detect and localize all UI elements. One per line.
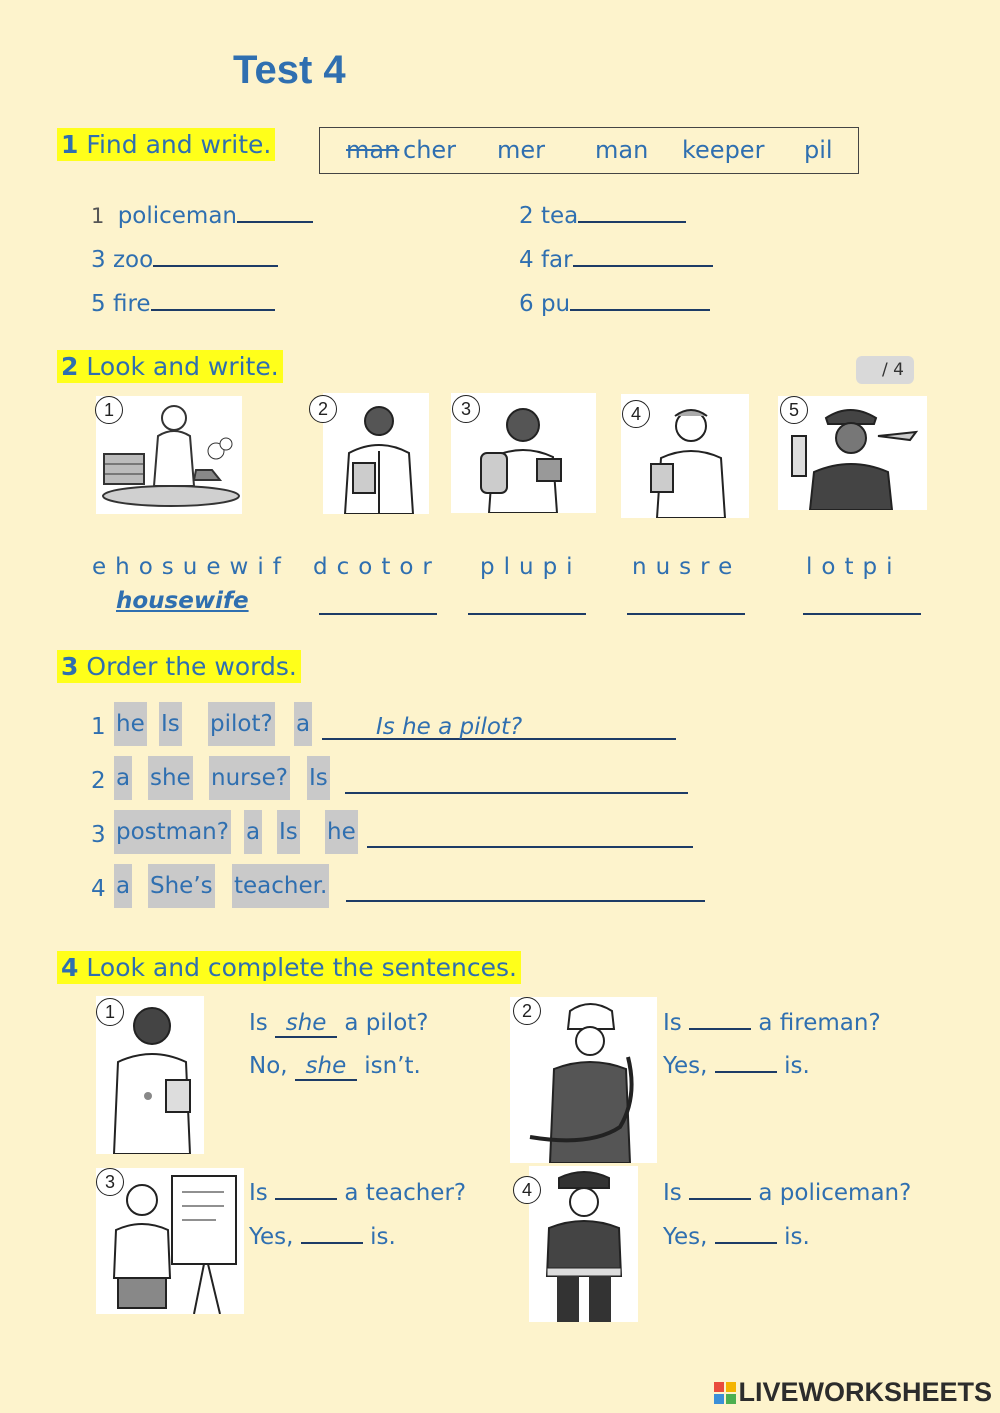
order-number: 3 (91, 822, 106, 848)
word-option: mer (497, 136, 546, 164)
picture-number: 4 (622, 400, 650, 428)
sentence-text: Yes, (663, 1053, 708, 1079)
policeman-illustration (529, 1166, 638, 1322)
picture-number: 3 (96, 1168, 124, 1196)
sentence-text: Is (249, 1180, 268, 1206)
sentence-text: Is (249, 1010, 268, 1036)
sentence-text: a policeman? (758, 1180, 912, 1206)
word-option: cher (403, 136, 457, 164)
answer-fill[interactable] (275, 1198, 337, 1200)
item-stem: zoo (112, 247, 154, 273)
section-2-heading (57, 350, 283, 383)
word-option: man (595, 136, 649, 164)
answer-fill[interactable] (689, 1198, 751, 1200)
item-stem: fire (112, 291, 151, 317)
answer-blank[interactable] (153, 243, 278, 267)
section-number: 4 (61, 953, 79, 982)
section-label: Find and write. (86, 130, 272, 159)
find-item-5 (91, 287, 275, 317)
section-4-heading (57, 951, 521, 984)
picture-number: 2 (309, 395, 337, 423)
sentence-text: a fireman? (758, 1010, 881, 1036)
word-tile[interactable]: postman? (114, 810, 231, 854)
sentence-text: No, (249, 1053, 288, 1079)
word-tile[interactable]: Is (159, 702, 182, 746)
item-stem: tea (540, 203, 579, 229)
word-tile[interactable]: She’s (148, 864, 215, 908)
section-3-heading (57, 650, 301, 683)
answer-blank[interactable] (468, 613, 586, 615)
picture-number: 1 (96, 998, 124, 1026)
answer-3 (249, 1224, 396, 1250)
answer-line[interactable] (346, 900, 705, 902)
scrambled-word: dcotor (313, 554, 441, 580)
sentence-text: Is (663, 1010, 682, 1036)
word-tile[interactable]: nurse? (209, 756, 290, 800)
word-option: keeper (682, 136, 765, 164)
sentence-text: a teacher? (344, 1180, 467, 1206)
answer-blank[interactable] (319, 613, 437, 615)
picture-number: 2 (513, 997, 541, 1025)
word-tile[interactable]: Is (277, 810, 300, 854)
word-tile[interactable]: she (148, 756, 193, 800)
answer-line[interactable] (367, 846, 693, 848)
sentence-text: is. (784, 1053, 810, 1079)
section-number: 1 (61, 130, 79, 159)
section-number: 2 (61, 352, 79, 381)
word-tile[interactable]: he (114, 702, 147, 746)
order-number: 1 (91, 714, 106, 740)
question-1 (249, 1010, 429, 1038)
page-title: Test 4 (233, 48, 346, 92)
section-label: Look and complete the sentences. (86, 953, 517, 982)
answer-1 (249, 1053, 421, 1081)
picture-number: 4 (513, 1176, 541, 1204)
answer-blank[interactable] (578, 199, 686, 223)
sentence-text: Is (663, 1180, 682, 1206)
section-1-heading (57, 128, 275, 161)
answer-2 (663, 1053, 810, 1079)
word-tile[interactable]: a (294, 702, 312, 746)
item-stem: policeman (117, 203, 238, 229)
find-item-6 (519, 287, 710, 317)
answer-blank[interactable] (151, 287, 275, 311)
answer-fill[interactable]: she (295, 1053, 357, 1081)
scrambled-word: nusre (632, 554, 742, 580)
word-tile[interactable]: a (114, 864, 132, 908)
item-stem: far (540, 247, 573, 273)
section-number: 3 (61, 652, 79, 681)
sentence-text: Yes, (249, 1224, 294, 1250)
find-item-4 (519, 243, 713, 273)
sentence-text: a pilot? (344, 1010, 429, 1036)
scrambled-word: plupi (480, 554, 582, 580)
item-number: 3 (91, 247, 106, 273)
word-tile[interactable]: Is (307, 756, 330, 800)
word-option: pil (804, 136, 833, 164)
find-item-1 (91, 199, 313, 229)
sentence-text: is. (370, 1224, 396, 1250)
answer-fill[interactable] (689, 1028, 751, 1030)
section-label: Look and write. (86, 352, 279, 381)
answer-blank[interactable] (570, 287, 710, 311)
sentence-text: isn’t. (364, 1053, 421, 1079)
find-item-3 (91, 243, 278, 273)
picture-number: 1 (95, 396, 123, 424)
answer-blank[interactable] (627, 613, 745, 615)
item-number: 2 (519, 203, 534, 229)
word-option-crossed: man (346, 136, 400, 164)
scrambled-word: ehosuewif (92, 554, 290, 580)
word-tile[interactable]: a (244, 810, 262, 854)
answer-blank[interactable] (237, 199, 313, 223)
picture-number: 5 (780, 396, 808, 424)
word-tile[interactable]: pilot? (208, 702, 275, 746)
word-box (319, 127, 859, 174)
item-number: 1 (91, 204, 105, 228)
scrambled-word: lotpi (806, 554, 902, 580)
answer-fill[interactable] (715, 1071, 777, 1073)
item-number: 6 (519, 291, 534, 317)
sentence-text: Yes, (663, 1224, 708, 1250)
answer-blank[interactable] (803, 613, 921, 615)
answer-blank[interactable] (573, 243, 713, 267)
find-item-2 (519, 199, 686, 229)
question-4 (663, 1180, 911, 1206)
item-stem: pu (540, 291, 571, 317)
item-number: 4 (519, 247, 534, 273)
word-tile[interactable]: he (325, 810, 358, 854)
answer-fill[interactable] (301, 1242, 363, 1244)
sentence-text: is. (784, 1224, 810, 1250)
example-answer: housewife (116, 588, 249, 614)
order-number: 2 (91, 768, 106, 794)
answer-fill[interactable]: she (275, 1010, 337, 1038)
picture-number: 3 (452, 395, 480, 423)
example-answer: Is he a pilot? (376, 714, 523, 740)
answer-fill[interactable] (715, 1242, 777, 1244)
score-badge: / 4 (856, 356, 914, 384)
liveworksheets-logo (714, 1377, 992, 1408)
answer-4 (663, 1224, 810, 1250)
logo-icon (714, 1380, 736, 1402)
word-tile[interactable]: teacher. (232, 864, 329, 908)
doctor-illustration (323, 393, 429, 514)
section-label: Order the words. (86, 652, 297, 681)
item-number: 5 (91, 291, 106, 317)
order-number: 4 (91, 876, 106, 902)
logo-text: LIVEWORKSHEETS (738, 1377, 992, 1407)
word-tile[interactable]: a (114, 756, 132, 800)
answer-line[interactable] (345, 792, 688, 794)
question-2 (663, 1010, 881, 1036)
question-3 (249, 1180, 466, 1206)
